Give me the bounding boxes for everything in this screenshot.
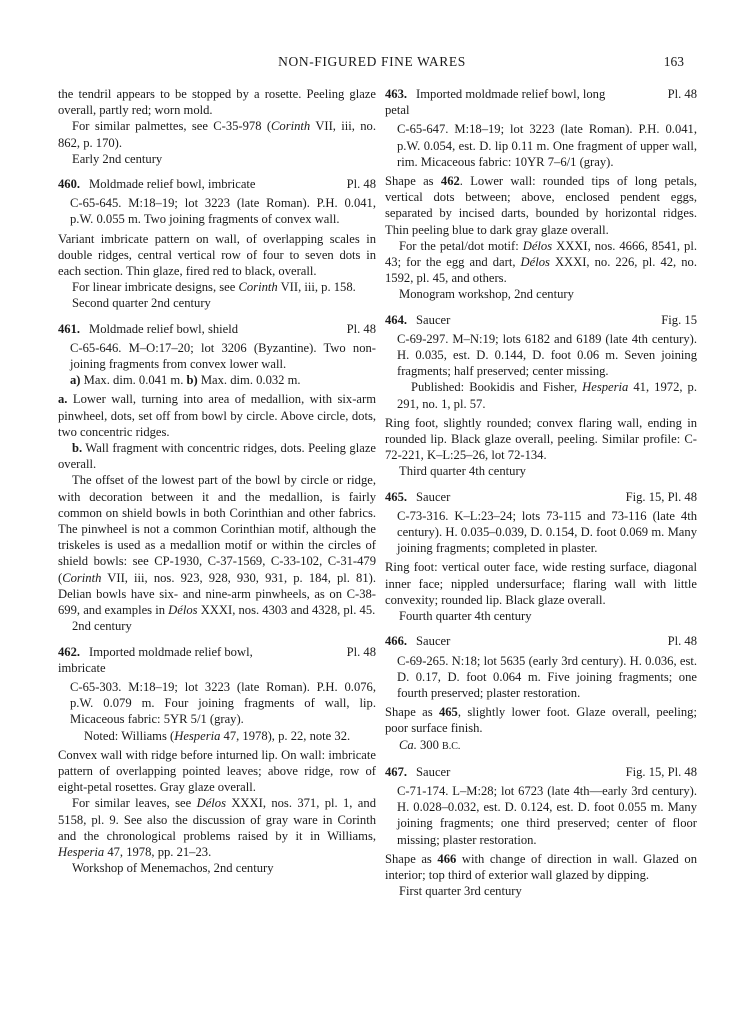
entry-463-date: Monogram workshop, 2nd century [399, 287, 574, 302]
entry-462-comparanda: For similar leaves, see Délos XXXI, nos. 371, pl. 1, and 5158, pl. 9. See also the discussion of gray ware in Corinth and the chronological problems raised by it in Williams, Hesperia 47, 1978, pp. 21–23. [58, 796, 376, 859]
entry-465-date: Fourth quarter 4th century [399, 609, 532, 624]
plate-reference: Pl. 48 [346, 177, 376, 192]
entry-title: Moldmade relief bowl, imbricate [89, 177, 256, 192]
entry-title: Imported moldmade relief bowl, imbricate [58, 644, 253, 675]
entry-467-date: First quarter 3rd century [399, 884, 522, 899]
entry-463-heading [385, 86, 697, 118]
entry-461-date: 2nd century [72, 619, 132, 634]
plate-reference: Fig. 15 [661, 312, 697, 327]
left-column [58, 86, 376, 876]
entry-464-published: Published: Bookidis and Fisher, Hesperia 41, 1972, p. 291, no. 1, pl. 57. [397, 380, 698, 411]
plate-reference: Pl. 48 [346, 321, 376, 336]
entry-461-inventory: C-65-646. M–O:17–20; lot 3206 (Byzantine). Two non-joining fragments from convex lower wall. a) Max. dim. 0.041 m. b) Max. dim. 0.032 m. [70, 340, 376, 388]
entry-464-heading [385, 312, 697, 328]
entry-465-description: Ring foot: vertical outer face, wide resting surface, diagonal inner face; nippled undersurface; flaring wall with little convexity; rounded lip. Black glaze overall. [385, 560, 697, 607]
entry-title: Saucer [416, 312, 451, 327]
right-column [385, 86, 697, 899]
entry-title: Saucer [416, 489, 451, 504]
catalogue-number: 464. [385, 312, 408, 327]
entry-466-heading [385, 633, 697, 649]
entry-460-date: Second quarter 2nd century [72, 296, 211, 311]
plate-reference: Fig. 15, Pl. 48 [625, 764, 697, 779]
plate-reference: Pl. 48 [346, 644, 376, 659]
entry-467-heading [385, 764, 697, 780]
entry-461-discussion: The offset of the lowest part of the bowl by circle or ridge, with decoration between it and the medallion, is fairly common on shield bowls in both Corinthian and other fabrics. The pinwheel is not a common Corinthian motif, although the triskeles is used as a medallion motif or within the circles of shield bowls: see CP-1930, C-37-1569, C-33-102, C-31-479 (Corinth VII, iii, nos. 923, 928, 930, 931, p. 184, pl. 81). Delian bowls have six- and nine-arm pinwheels, as on C-38-699, and examples in Délos XXXI, nos. 4303 and 4328, pl. 45. [58, 473, 376, 618]
entry-465-heading [385, 489, 697, 505]
entry-462-noted: Noted: Williams (Hesperia 47, 1978), p. 22, note 32. [84, 728, 351, 743]
intro-comparanda: For similar palmettes, see C-35-978 (Corinth VII, iii, no. 862, p. 170). [58, 119, 376, 150]
entry-title: Moldmade relief bowl, shield [89, 321, 239, 336]
catalogue-number: 462. [58, 644, 81, 659]
entry-460-inventory: C-65-645. M:18–19; lot 3223 (late Roman). P.H. 0.041, p.W. 0.055 m. Two joining fragments of convex wall. [70, 196, 376, 227]
entry-461-fragment-b: b. Wall fragment with concentric ridges, dots. Peeling glaze overall. [58, 441, 376, 472]
entry-463-inventory: C-65-647. M:18–19; lot 3223 (late Roman). P.H. 0.041, p.W. 0.054, est. D. lip 0.11 m. One fragment of upper wall, rim. Micaceous fabric: 10YR 7–6/1 (gray). [397, 122, 697, 169]
entry-460-description: Variant imbricate pattern on wall, of overlapping scales in double ridges, central vertical row of four to seven dots in each section. Thin glaze, fired red to black, overall. [58, 231, 376, 279]
catalogue-number: 465. [385, 489, 408, 504]
catalogue-number: 461. [58, 321, 81, 336]
entry-462-description: Convex wall with ridge before inturned lip. On wall: imbricate pattern of overlapping pointed leaves; above ridge, row of eight-petal rosettes. Gray glaze overall. [58, 747, 376, 795]
entry-463-description: Shape as 462. Lower wall: rounded tips of long petals, vertical dots between; above, enclosed pendent eggs, separated by incised darts, bounded by horizontal ridges. Thin peeling blue to dark gray glaze overall. [385, 174, 697, 237]
entry-466-description: Shape as 465, slightly lower foot. Glaze overall, peeling; poor surface finish. [385, 705, 697, 736]
entry-464-description: Ring foot, slightly rounded; convex flaring wall, ending in rounded lip. Black glaze overall, peeling. Similar profile: C-72-221, K–L:25–26, lot 72-134. [385, 415, 697, 463]
entry-title: Saucer [416, 634, 451, 649]
entry-title: Imported moldmade relief bowl, long petal [385, 87, 606, 118]
entry-title: Saucer [416, 764, 451, 779]
intro-paragraph: the tendril appears to be stopped by a rosette. Peeling glaze overall, partly red; worn mold. [58, 87, 376, 118]
running-title: NON-FIGURED FINE WARES [278, 54, 466, 69]
entry-460-heading [58, 176, 376, 192]
plate-reference: Fig. 15, Pl. 48 [625, 489, 697, 504]
entry-461-heading [58, 321, 376, 337]
entry-462-heading [58, 644, 376, 676]
entry-461-fragment-a: a. Lower wall, turning into area of medallion, with six-arm pinwheel, dots, set off from bowl by circle. Above circle, dots, two concentric ridges. [58, 392, 376, 439]
plate-reference: Pl. 48 [667, 87, 697, 101]
entry-467-inventory: C-71-174. L–M:28; lot 6723 (late 4th—early 3rd century). H. 0.028–0.032, est. D. 0.124, est. D. foot 0.055 m. Many joining fragments; one third preserved; center of floor missing; plaster restoration. [397, 783, 697, 847]
entry-462-inventory: C-65-303. M:18–19; lot 3223 (late Roman). P.H. 0.076, p.W. 0.079 m. Four joining fragments of wall, lip. Micaceous fabric: 5YR 5/1 (gray). Noted: Williams (Hesperia 47, 1978), p. 22, note 32. [70, 679, 376, 743]
entry-460-comparanda: For linear imbricate designs, see Corinth VII, iii, p. 158. [72, 280, 356, 295]
entry-462-date: Workshop of Menemachos, 2nd century [72, 861, 274, 876]
catalogue-number: 460. [58, 177, 81, 192]
entry-464-date: Third quarter 4th century [399, 464, 526, 479]
intro-date: Early 2nd century [72, 151, 163, 166]
plate-reference: Pl. 48 [667, 634, 697, 649]
entry-466-inventory: C-69-265. N:18; lot 5635 (early 3rd century). H. 0.036, est. D. 0.17, D. foot 0.064 m. Five joining fragments; one fourth preserved; plaster restoration. [397, 653, 697, 700]
catalogue-number: 467. [385, 764, 408, 779]
entry-465-inventory: C-73-316. K–L:23–24; lots 73-115 and 73-116 (late 4th century). H. 0.035–0.039, D. 0.154, D. foot 0.069 m. Many joining fragments; completed in plaster. [397, 508, 697, 556]
entry-467-description: Shape as 466 with change of direction in wall. Glazed on interior; top third of exterior wall glazed by dipping. [385, 851, 697, 882]
entry-463-comparanda: For the petal/dot motif: Délos XXXI, nos. 4666, 8541, pl. 43; for the egg and dart, Délos XXXI, no. 226, pl. 42, no. 1592, pl. 45, and others. [385, 238, 697, 286]
entry-466-date: Ca. 300 B.C. [399, 737, 461, 752]
running-head [0, 54, 744, 70]
catalogue-number: 463. [385, 87, 408, 101]
catalogue-number: 466. [385, 634, 408, 649]
entry-464-inventory: C-69-297. M–N:19; lots 6182 and 6189 (late 4th century). H. 0.035, est. D. 0.144, D. foot 0.06 m. Seven joining fragments; half preserved; center missing. Published: Bookidis and Fisher, Hesperia 41, 1972, p. 291, no. 1, pl. 57. [397, 331, 698, 411]
page-number: 163 [663, 54, 684, 69]
